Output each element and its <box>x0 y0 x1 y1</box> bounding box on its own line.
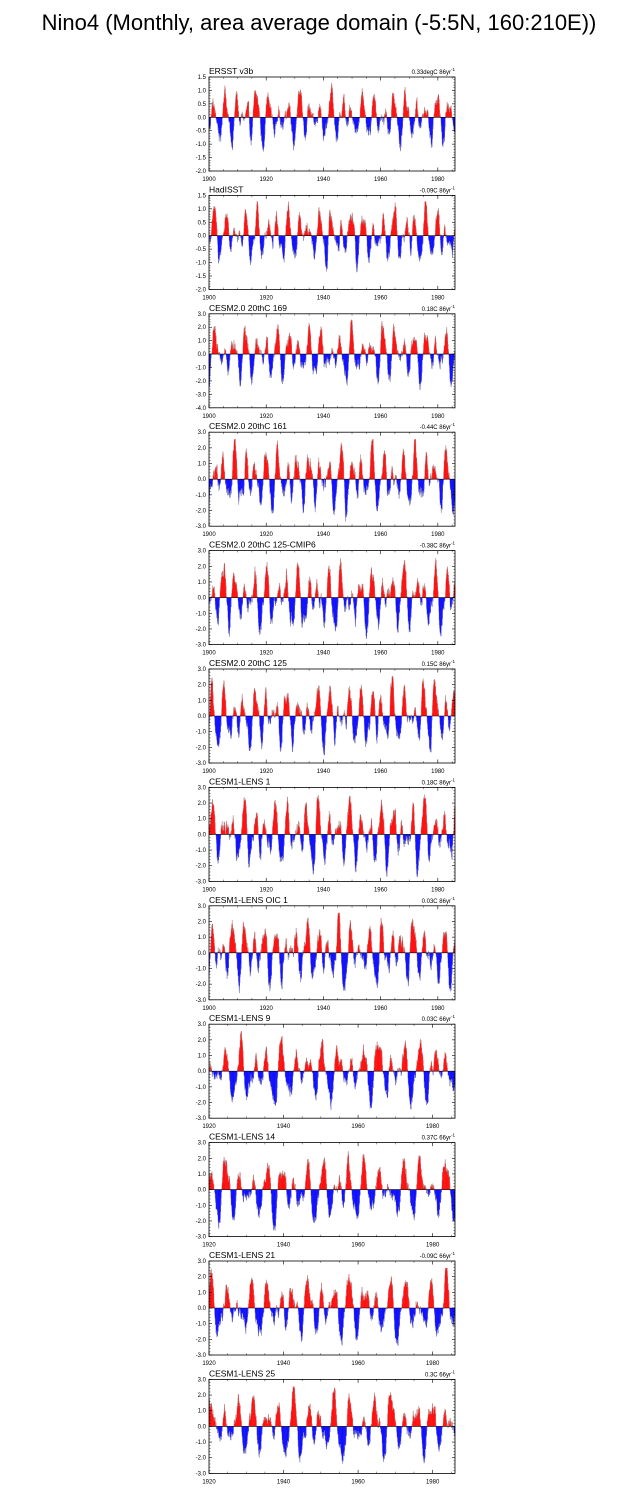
x-tick-label: 1940 <box>316 532 331 539</box>
y-tick-label: 0.5 <box>197 101 206 108</box>
y-tick-label: -3.0 <box>195 524 206 531</box>
y-tick-label: 1.0 <box>197 338 206 345</box>
y-tick-label: -0.5 <box>195 247 206 254</box>
x-tick-label: 1920 <box>259 413 273 420</box>
x-tick-label: 1920 <box>259 295 273 302</box>
y-tick-label: -2.0 <box>195 508 206 515</box>
y-tick-label: 0.0 <box>197 477 206 484</box>
x-tick-label: 1900 <box>202 532 216 539</box>
panel-label: CESM2.0 20thC 125-CMIP6 <box>209 539 316 550</box>
x-tick-label: 1960 <box>373 177 388 183</box>
y-tick-label: -1.0 <box>195 260 206 267</box>
x-tick-label: 1920 <box>259 177 273 183</box>
x-tick-label: 1940 <box>316 177 331 183</box>
x-tick-label: 1980 <box>431 295 445 302</box>
panel-trend: -0.44C $86yr^{-1}$ <box>419 422 455 432</box>
y-tick-label: 0.0 <box>197 352 206 359</box>
chart-panel <box>196 303 456 420</box>
x-tick-label: 1960 <box>373 532 388 539</box>
y-tick-label: -2.0 <box>195 287 206 294</box>
panel-label: HadISST <box>209 184 244 195</box>
x-tick-label: 1960 <box>373 295 388 302</box>
anomaly-bars <box>209 320 455 390</box>
y-tick-label: 1.5 <box>197 75 206 81</box>
x-tick-label: 1980 <box>431 532 445 539</box>
y-tick-label: -1.0 <box>195 492 206 499</box>
y-tick-label: -0.5 <box>195 128 206 135</box>
anomaly-bars <box>209 558 455 639</box>
y-tick-label: 0.0 <box>197 115 206 122</box>
y-tick-label: -2.0 <box>195 378 206 385</box>
y-tick-label: 1.0 <box>197 461 206 468</box>
panel-label: CESM2.0 20thC 161 <box>209 421 287 432</box>
y-tick-label: 1.0 <box>197 88 206 95</box>
y-tick-label: 3.0 <box>197 311 206 318</box>
x-tick-label: 1920 <box>259 532 273 539</box>
chart-panel <box>196 66 456 183</box>
y-tick-label: 1.0 <box>197 206 206 213</box>
y-tick-label: -1.5 <box>195 273 206 280</box>
y-tick-label: -2.0 <box>195 169 206 175</box>
x-tick-label: 1940 <box>316 413 331 420</box>
y-tick-label: -1.0 <box>195 365 206 372</box>
panel-trend: -0.09C $86yr^{-1}$ <box>419 185 455 195</box>
y-tick-label: 0.0 <box>197 233 206 240</box>
chart-panel <box>196 421 456 538</box>
y-tick-label: 2.0 <box>197 445 206 452</box>
y-tick-label: 0.5 <box>197 220 206 227</box>
y-tick-label: -4.0 <box>195 405 206 412</box>
page-title: Nino4 (Monthly, area average domain (-5:5N, 160:210E)) <box>41 10 597 35</box>
anomaly-bars <box>209 201 455 272</box>
x-tick-label: 1900 <box>202 177 216 183</box>
x-tick-label: 1960 <box>373 413 388 420</box>
x-tick-label: 1980 <box>431 413 445 420</box>
y-tick-label: 2.0 <box>197 325 206 332</box>
y-tick-label: 3.0 <box>197 430 206 437</box>
panel-trend: -0.38C $86yr^{-1}$ <box>419 540 455 550</box>
y-tick-label: -1.0 <box>195 142 206 149</box>
x-tick-label: 1940 <box>316 295 331 302</box>
panel-trend: 0.33degC $86yr^{-1}$ <box>411 67 455 76</box>
x-tick-label: 1980 <box>431 177 445 183</box>
x-tick-label: 1900 <box>202 413 216 420</box>
panel-label: CESM2.0 20thC 169 <box>209 302 287 313</box>
y-tick-label: -1.5 <box>195 155 206 162</box>
panel-trend: 0.18C $86yr^{-1}$ <box>421 303 455 313</box>
chart-panel <box>196 184 456 301</box>
y-tick-label: -3.0 <box>195 392 206 399</box>
y-tick-label: 1.5 <box>197 193 206 200</box>
panel-label: ERSST v3b <box>209 66 254 76</box>
chart-panel <box>196 540 456 657</box>
x-tick-label: 1900 <box>202 295 216 302</box>
